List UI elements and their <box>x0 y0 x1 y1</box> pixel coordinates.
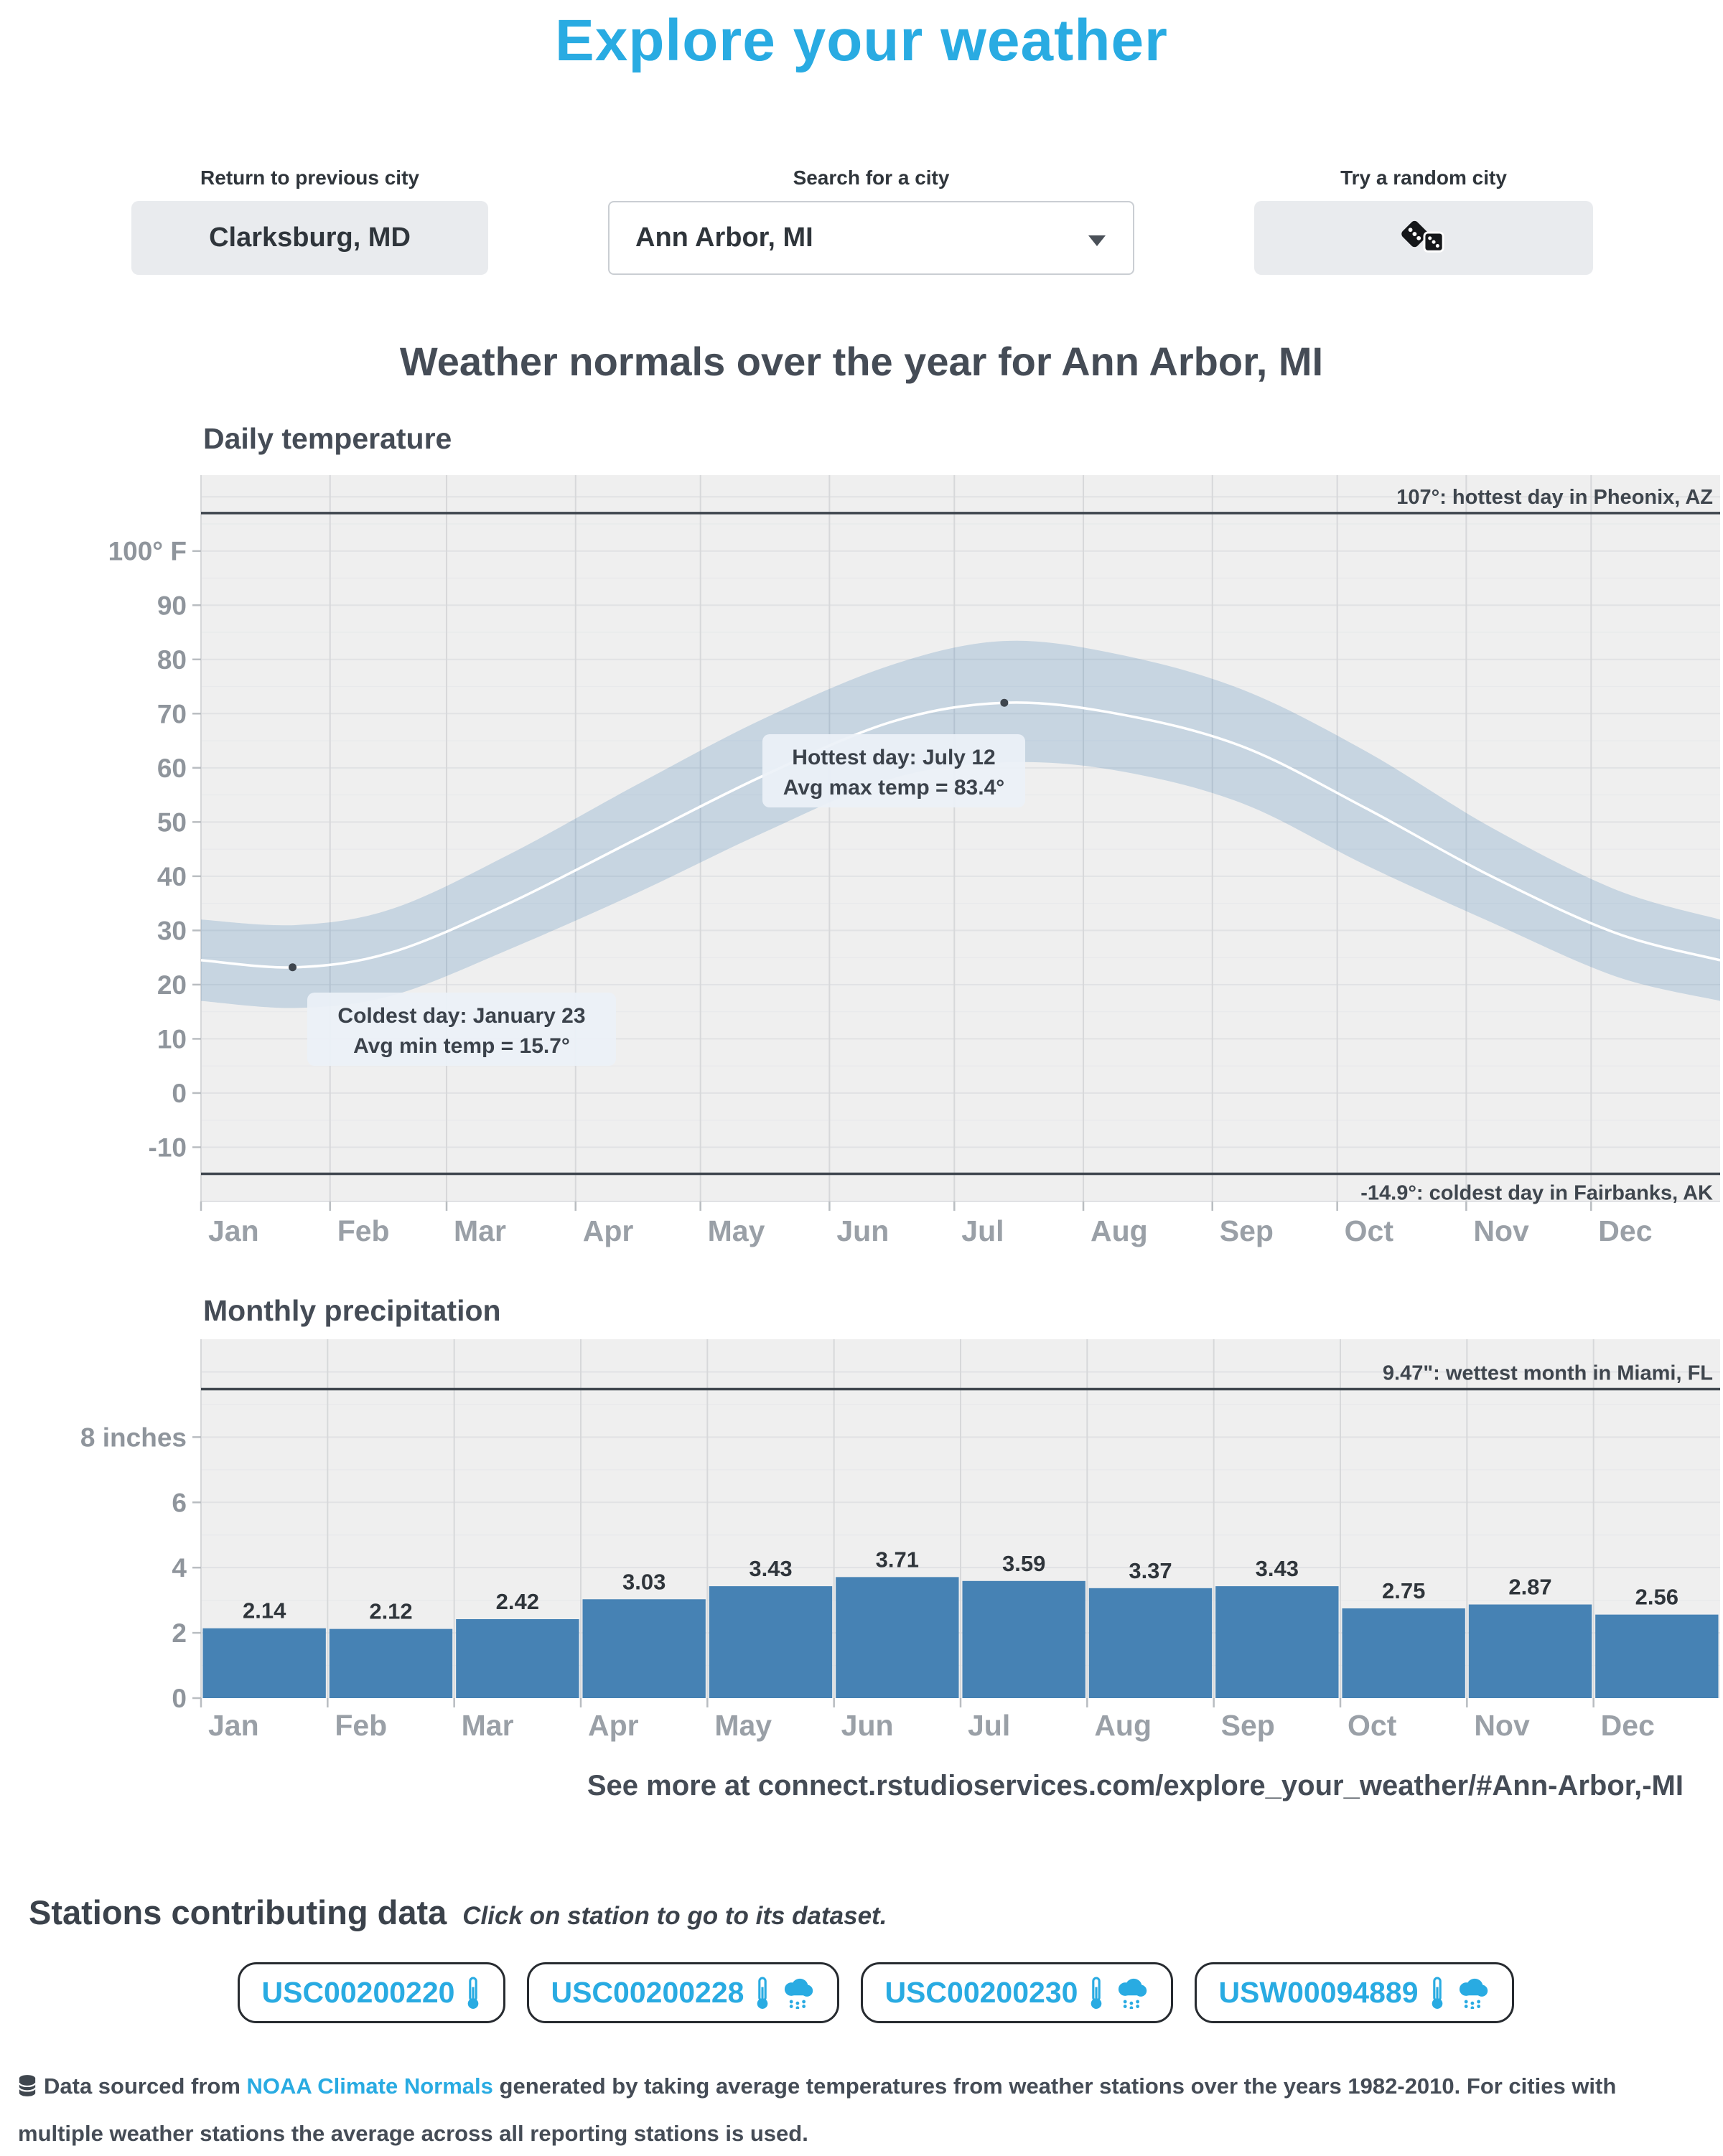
precip-bar <box>963 1581 1085 1698</box>
precip-x-tick-label: Nov <box>1474 1709 1530 1742</box>
footer-text-prefix: Data sourced from <box>44 2073 247 2099</box>
coldest-day-point <box>289 963 296 971</box>
precip-bar-value: 2.42 <box>495 1589 540 1614</box>
precip-x-tick-label: Jan <box>208 1709 259 1742</box>
coldest-reference-label: -14.9°: coldest day in Fairbanks, AK <box>1360 1181 1713 1205</box>
precip-x-tick-label: Mar <box>461 1709 514 1742</box>
precip-bar-value: 2.87 <box>1508 1574 1552 1600</box>
temp-x-tick-label: Dec <box>1598 1214 1653 1247</box>
temp-y-tick-label: -10 <box>148 1133 187 1163</box>
precipitation-chart-subtitle: Monthly precipitation <box>203 1294 501 1327</box>
stations-heading: Stations contributing data <box>29 1893 447 1931</box>
station-button-USW00094889[interactable] <box>1195 1962 1513 2023</box>
temp-y-tick-label: 40 <box>157 861 187 891</box>
precip-x-tick-label: Sep <box>1220 1709 1275 1742</box>
precip-bar <box>1215 1586 1338 1698</box>
city-select-value: Ann Arbor, MI <box>635 222 813 253</box>
station-id: USC00200230 <box>884 1976 1078 2009</box>
temp-y-tick-label: 20 <box>157 970 187 1000</box>
temp-y-tick-label: 80 <box>157 645 187 675</box>
see-more-caption: See more at connect.rstudioservices.com/explore_your_weather/#Ann-Arbor,-MI <box>587 1770 1684 1801</box>
search-city-control <box>608 167 1134 275</box>
station-id: USW00094889 <box>1218 1976 1419 2009</box>
previous-city-control <box>131 167 488 275</box>
station-id: USC00200220 <box>261 1976 455 2009</box>
precip-bar-value: 3.71 <box>875 1547 920 1573</box>
database-icon <box>18 2069 37 2112</box>
temp-x-tick-label: Jul <box>961 1214 1004 1247</box>
precip-y-tick-label: 0 <box>172 1684 187 1713</box>
temp-x-tick-label: Jun <box>836 1214 889 1247</box>
station-button-USC00200228[interactable] <box>527 1962 839 2023</box>
previous-city-label: Return to previous city <box>200 167 419 189</box>
temp-x-tick-label: Apr <box>582 1214 634 1247</box>
temp-y-tick-label: 60 <box>157 753 187 783</box>
city-select[interactable] <box>608 201 1134 275</box>
random-city-label: Try a random city <box>1340 167 1507 189</box>
precip-bar <box>1469 1605 1592 1698</box>
precipitation-chart <box>0 1332 1723 1748</box>
noaa-link[interactable]: NOAA Climate Normals <box>246 2073 493 2099</box>
precip-bar <box>203 1628 326 1698</box>
precip-y-tick-label: 6 <box>172 1488 187 1518</box>
precip-bar-value: 3.03 <box>622 1569 666 1595</box>
random-city-button[interactable] <box>1254 201 1593 275</box>
hottest-day-point <box>1000 699 1008 707</box>
temp-y-tick-label: 100° F <box>108 536 187 566</box>
precip-x-tick-label: Aug <box>1094 1709 1152 1742</box>
page-title: Explore your weather <box>555 8 1168 73</box>
thermometer-icon <box>1429 1977 1446 2010</box>
svg-text:Avg min temp = 15.7°: Avg min temp = 15.7° <box>353 1034 570 1058</box>
temp-y-tick-label: 70 <box>157 699 187 729</box>
precip-bar <box>709 1586 832 1698</box>
chart-title: Weather normals over the year for Ann Arbor, MI <box>399 339 1324 384</box>
precip-bar-value: 3.43 <box>749 1556 793 1582</box>
wettest-reference-label: 9.47": wettest month in Miami, FL <box>1382 1361 1713 1385</box>
precip-bar-value: 3.59 <box>1001 1550 1046 1576</box>
precip-x-tick-label: Jul <box>968 1709 1011 1742</box>
precip-bar-value: 3.37 <box>1129 1557 1172 1583</box>
precip-bar <box>1595 1615 1718 1698</box>
precip-x-tick-label: Dec <box>1600 1709 1655 1742</box>
station-button-USC00200220[interactable] <box>238 1962 505 2023</box>
precip-y-tick-label: 8 inches <box>80 1423 187 1453</box>
svg-text:Hottest day: July 12: Hottest day: July 12 <box>792 746 996 769</box>
caret-down-icon <box>1088 235 1106 246</box>
temp-y-tick-label: 90 <box>157 591 187 621</box>
station-button-USC00200230[interactable] <box>861 1962 1173 2023</box>
precip-bar <box>836 1577 958 1698</box>
precip-y-tick-label: 2 <box>172 1618 187 1649</box>
station-buttons-row <box>29 1962 1723 2023</box>
temperature-chart-subtitle: Daily temperature <box>203 422 452 455</box>
station-id: USC00200228 <box>551 1976 744 2009</box>
precip-bar <box>456 1619 579 1698</box>
thermometer-icon <box>464 1977 482 2010</box>
hottest-reference-label: 107°: hottest day in Pheonix, AZ <box>1396 485 1713 509</box>
temp-x-tick-label: Nov <box>1473 1214 1529 1247</box>
rain-icon <box>1115 1977 1149 2009</box>
dice-icon <box>1401 215 1446 262</box>
precip-bar-value: 2.12 <box>369 1598 413 1624</box>
temp-y-tick-label: 10 <box>157 1024 187 1054</box>
precip-bar-value: 2.56 <box>1635 1584 1679 1610</box>
data-source-note <box>18 2065 1705 2156</box>
temp-y-tick-label: 30 <box>157 916 187 946</box>
temp-x-tick-label: Mar <box>454 1214 506 1247</box>
precip-x-tick-label: Oct <box>1348 1709 1397 1742</box>
footer-text-suffix: generated by taking average temperatures from weather stations over the years 1982-2010. For cities with multiple weather stations the average across all reporting stations is used. <box>18 2073 1617 2147</box>
precip-x-tick-label: Apr <box>588 1709 639 1742</box>
precip-bar <box>1089 1588 1212 1698</box>
temperature-chart <box>0 460 1723 1250</box>
temp-x-tick-label: May <box>707 1214 765 1247</box>
rain-icon <box>781 1977 816 2009</box>
svg-text:Coldest day: January 23: Coldest day: January 23 <box>337 1004 586 1028</box>
precip-x-tick-label: Feb <box>335 1709 388 1742</box>
precip-bar-value: 2.14 <box>242 1598 286 1623</box>
precip-bar <box>1343 1608 1465 1698</box>
temp-y-tick-label: 50 <box>157 807 187 838</box>
temp-x-tick-label: Aug <box>1091 1214 1148 1247</box>
temp-x-tick-label: Sep <box>1219 1214 1274 1247</box>
temp-x-tick-label: Feb <box>337 1214 390 1247</box>
thermometer-icon <box>754 1977 771 2010</box>
temp-y-tick-label: 0 <box>172 1078 187 1108</box>
temp-x-tick-label: Oct <box>1344 1214 1394 1247</box>
stations-note: Click on station to go to its dataset. <box>462 1902 887 1930</box>
previous-city-button[interactable]: Clarksburg, MD <box>131 201 488 275</box>
precip-x-tick-label: May <box>714 1709 772 1742</box>
svg-text:Avg max temp = 83.4°: Avg max temp = 83.4° <box>783 776 1005 800</box>
temp-x-tick-label: Jan <box>208 1214 259 1247</box>
random-city-control <box>1254 167 1593 275</box>
precip-bar-value: 3.43 <box>1255 1556 1299 1582</box>
rain-icon <box>1456 1977 1490 2009</box>
search-city-label: Search for a city <box>793 167 950 189</box>
stations-section <box>29 1893 1723 2023</box>
precip-bar <box>330 1629 452 1698</box>
thermometer-icon <box>1088 1977 1105 2010</box>
precip-bar-value: 2.75 <box>1381 1578 1426 1603</box>
precip-y-tick-label: 4 <box>172 1553 187 1583</box>
precip-bar <box>583 1599 706 1698</box>
controls-row <box>131 167 1593 275</box>
precip-x-tick-label: Jun <box>841 1709 894 1742</box>
